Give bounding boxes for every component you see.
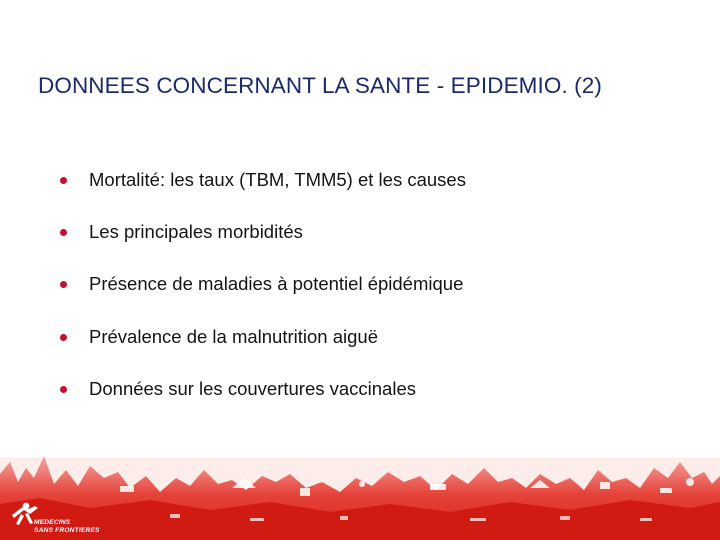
slide-title: DONNEES CONCERNANT LA SANTE - EPIDEMIO. (2) <box>38 73 602 98</box>
bullet-dot-icon <box>60 281 67 288</box>
list-item <box>60 208 466 256</box>
list-item <box>60 365 466 413</box>
bullet-text: Les principales morbidités <box>89 221 303 243</box>
list-item <box>60 260 466 308</box>
bullet-text: Données sur les couvertures vaccinales <box>89 377 416 399</box>
logo-line-2: SANS FRONTIERES <box>34 526 100 534</box>
footer-banner <box>0 448 720 540</box>
msf-logo-text <box>34 519 100 534</box>
bullet-text: Mortalité: les taux (TBM, TMM5) et les causes <box>89 169 466 190</box>
bullet-list <box>60 156 466 417</box>
list-item <box>60 156 466 204</box>
bullet-dot-icon <box>60 334 67 341</box>
bullet-dot-icon <box>60 386 67 393</box>
bullet-dot-icon <box>60 177 67 184</box>
bullet-text: Présence de maladies à potentiel épidémique <box>89 273 464 295</box>
bullet-dot-icon <box>60 229 67 236</box>
bullet-text: Prévalence de la malnutrition aiguë <box>89 325 378 347</box>
logo-line-1: MEDECINS <box>34 519 71 526</box>
list-item <box>60 313 466 361</box>
